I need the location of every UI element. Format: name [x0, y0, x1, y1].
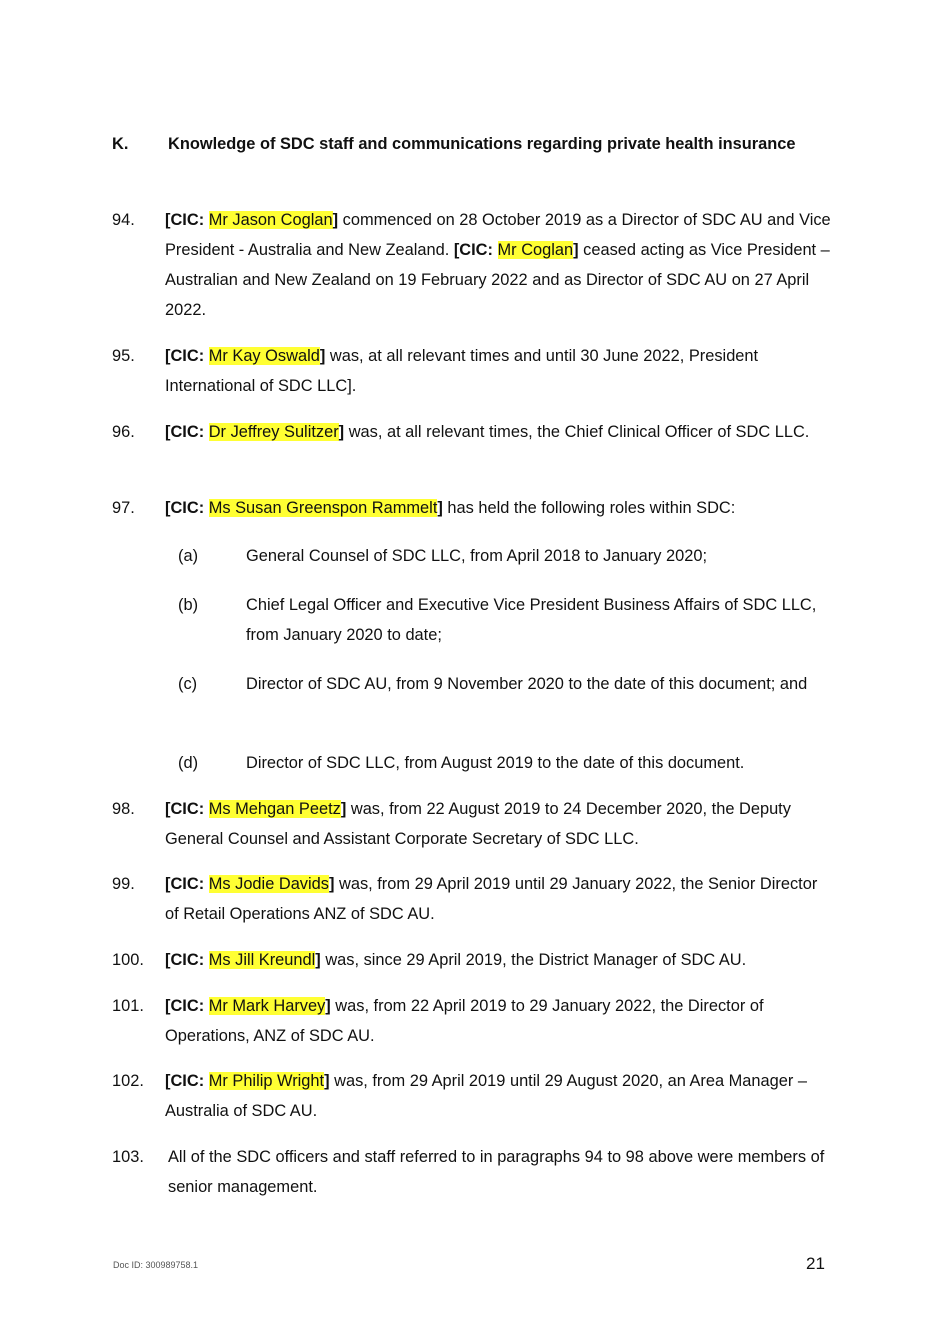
paragraph-text: [CIC: Ms Jill Kreundl] was, since 29 April 2019, the District Manager of SDC AU.	[165, 951, 747, 969]
paragraph-text: [CIC: Ms Jodie Davids] was, from 29 April 2019 until 29 January 2022, the Senior Director of Retail Operations ANZ of SDC AU.	[165, 875, 818, 923]
highlighted-name: Mr Mark Harvey	[208, 997, 326, 1015]
section-heading-number: K.	[112, 135, 129, 153]
cic-open: [CIC:	[453, 241, 493, 259]
highlighted-name: Ms Jodie Davids	[208, 875, 329, 893]
paragraph-number: 102.	[112, 1072, 144, 1090]
cic-open: [CIC:	[165, 211, 205, 229]
highlighted-name: Dr Jeffrey Sulitzer	[208, 423, 339, 441]
paragraph-number: 94.	[112, 211, 135, 229]
paragraph-number: 99.	[112, 875, 135, 893]
subparagraph-label: (a)	[178, 547, 199, 565]
subparagraph-label: (b)	[178, 596, 199, 614]
subparagraph-label: (d)	[178, 754, 199, 772]
highlighted-name: Ms Jill Kreundl	[208, 951, 316, 969]
subparagraph-text: Director of SDC LLC, from August 2019 to the date of this document.	[246, 754, 745, 772]
highlighted-name: Mr Coglan	[497, 241, 574, 259]
paragraph-text: [CIC: Ms Mehgan Peetz] was, from 22 August 2019 to 24 December 2020, the Deputy General Counsel and Assistant Corporate Secretary of SDC LLC.	[165, 800, 791, 848]
subparagraph-label: (c)	[178, 675, 198, 693]
highlighted-name: Ms Susan Greenspon Rammelt	[208, 499, 438, 517]
paragraph-text: [CIC: Mr Mark Harvey] was, from 22 April 2019 to 29 January 2022, the Director of Operations, ANZ of SDC AU.	[165, 997, 764, 1045]
paragraph-number: 101.	[112, 997, 144, 1015]
paragraph-text: [CIC: Mr Philip Wright] was, from 29 April 2019 until 29 August 2020, an Area Manager – Australia of SDC AU.	[165, 1072, 808, 1120]
paragraph-number: 98.	[112, 800, 135, 818]
highlighted-name: Mr Philip Wright	[208, 1072, 325, 1090]
paragraph-number: 96.	[112, 423, 135, 441]
paragraph-text: [CIC: Mr Jason Coglan] commenced on 28 October 2019 as a Director of SDC AU and Vice President - Australia and New Zealand. [CIC: Mr Coglan] ceased acting as Vice President – Australian and New Zealand on 19 February 2022 and as Director of SDC AU on 27 April 2022.	[165, 211, 831, 319]
highlighted-name: Mr Jason Coglan	[208, 211, 333, 229]
paragraph-number: 95.	[112, 347, 135, 365]
highlighted-name: Mr Kay Oswald	[208, 347, 320, 365]
paragraph-text: [CIC: Mr Kay Oswald] was, at all relevant times and until 30 June 2022, President International of SDC LLC].	[165, 347, 759, 395]
paragraph-number: 97.	[112, 499, 135, 517]
document-id: Doc ID: 300989758.1	[113, 1260, 199, 1270]
paragraph-number: 103.	[112, 1148, 144, 1166]
subparagraph-text: Chief Legal Officer and Executive Vice President Business Affairs of SDC LLC, from January 2020 to date;	[246, 596, 817, 644]
paragraph-text: All of the SDC officers and staff referred to in paragraphs 94 to 98 above were members of senior management.	[168, 1148, 825, 1196]
subparagraph-text: Director of SDC AU, from 9 November 2020 to the date of this document; and	[246, 675, 808, 693]
page-number: 21	[806, 1254, 825, 1273]
paragraph-text: [CIC: Ms Susan Greenspon Rammelt] has held the following roles within SDC:	[165, 499, 736, 517]
paragraph-number: 100.	[112, 951, 144, 969]
paragraph-text: [CIC: Dr Jeffrey Sulitzer] was, at all relevant times, the Chief Clinical Officer of SDC LLC.	[165, 423, 810, 441]
subparagraph-text: General Counsel of SDC LLC, from April 2018 to January 2020;	[246, 547, 708, 565]
section-heading-text: Knowledge of SDC staff and communications regarding private health insurance	[168, 135, 796, 153]
highlighted-name: Ms Mehgan Peetz	[208, 800, 341, 818]
